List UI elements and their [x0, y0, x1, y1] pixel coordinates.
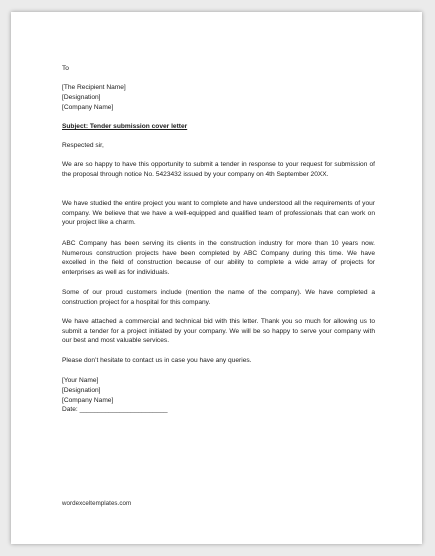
to-label: To: [62, 65, 69, 72]
paragraph-3: ABC Company has been serving its clients in the construction industry for more than 10 years now. Numerous construction projects have been completed by ABC Company during this time. We have excelled in the field of construction because of our ability to complete a wide array of projects for enterprises as well as for individuals.: [62, 240, 375, 276]
paragraph-6: Please don’t hesitate to contact us in case you have any queries.: [62, 357, 252, 364]
sender-name: [Your Name]: [62, 377, 99, 384]
recipient-designation: [Designation]: [62, 94, 101, 101]
recipient-company: [Company Name]: [62, 104, 114, 111]
footer-website: wordexceltemplates.com: [62, 500, 132, 507]
salutation: Respected sir,: [62, 142, 104, 149]
date-line: Date: ________________________: [62, 406, 168, 413]
paragraph-1: We are so happy to have this opportunity to submit a tender in response to your request for submission of the proposal through notice No. 5423432 issued by your company on 4th September 20XX.: [62, 161, 375, 178]
sender-designation: [Designation]: [62, 387, 101, 394]
sender-company: [Company Name]: [62, 397, 114, 404]
paragraph-2: We have studied the entire project you want to complete and have understood all the requirements of your company. We believe that we have a well-equipped and qualified team of professionals that can work on your project like a charm.: [62, 200, 375, 227]
paragraph-5: We have attached a commercial and technical bid with this letter. Thank you so much for allowing us to submit a tender for a project initiated by your company. We will be so happy to serve your company with our best and most valuable services.: [62, 318, 375, 345]
paragraph-4: Some of our proud customers include (mention the name of the company). We have completed a construction project for a hospital for this company.: [62, 289, 375, 306]
subject-line: Subject: Tender submission cover letter: [62, 123, 188, 130]
document-page: [11, 12, 422, 544]
recipient-name: [The Recipient Name]: [62, 84, 126, 91]
